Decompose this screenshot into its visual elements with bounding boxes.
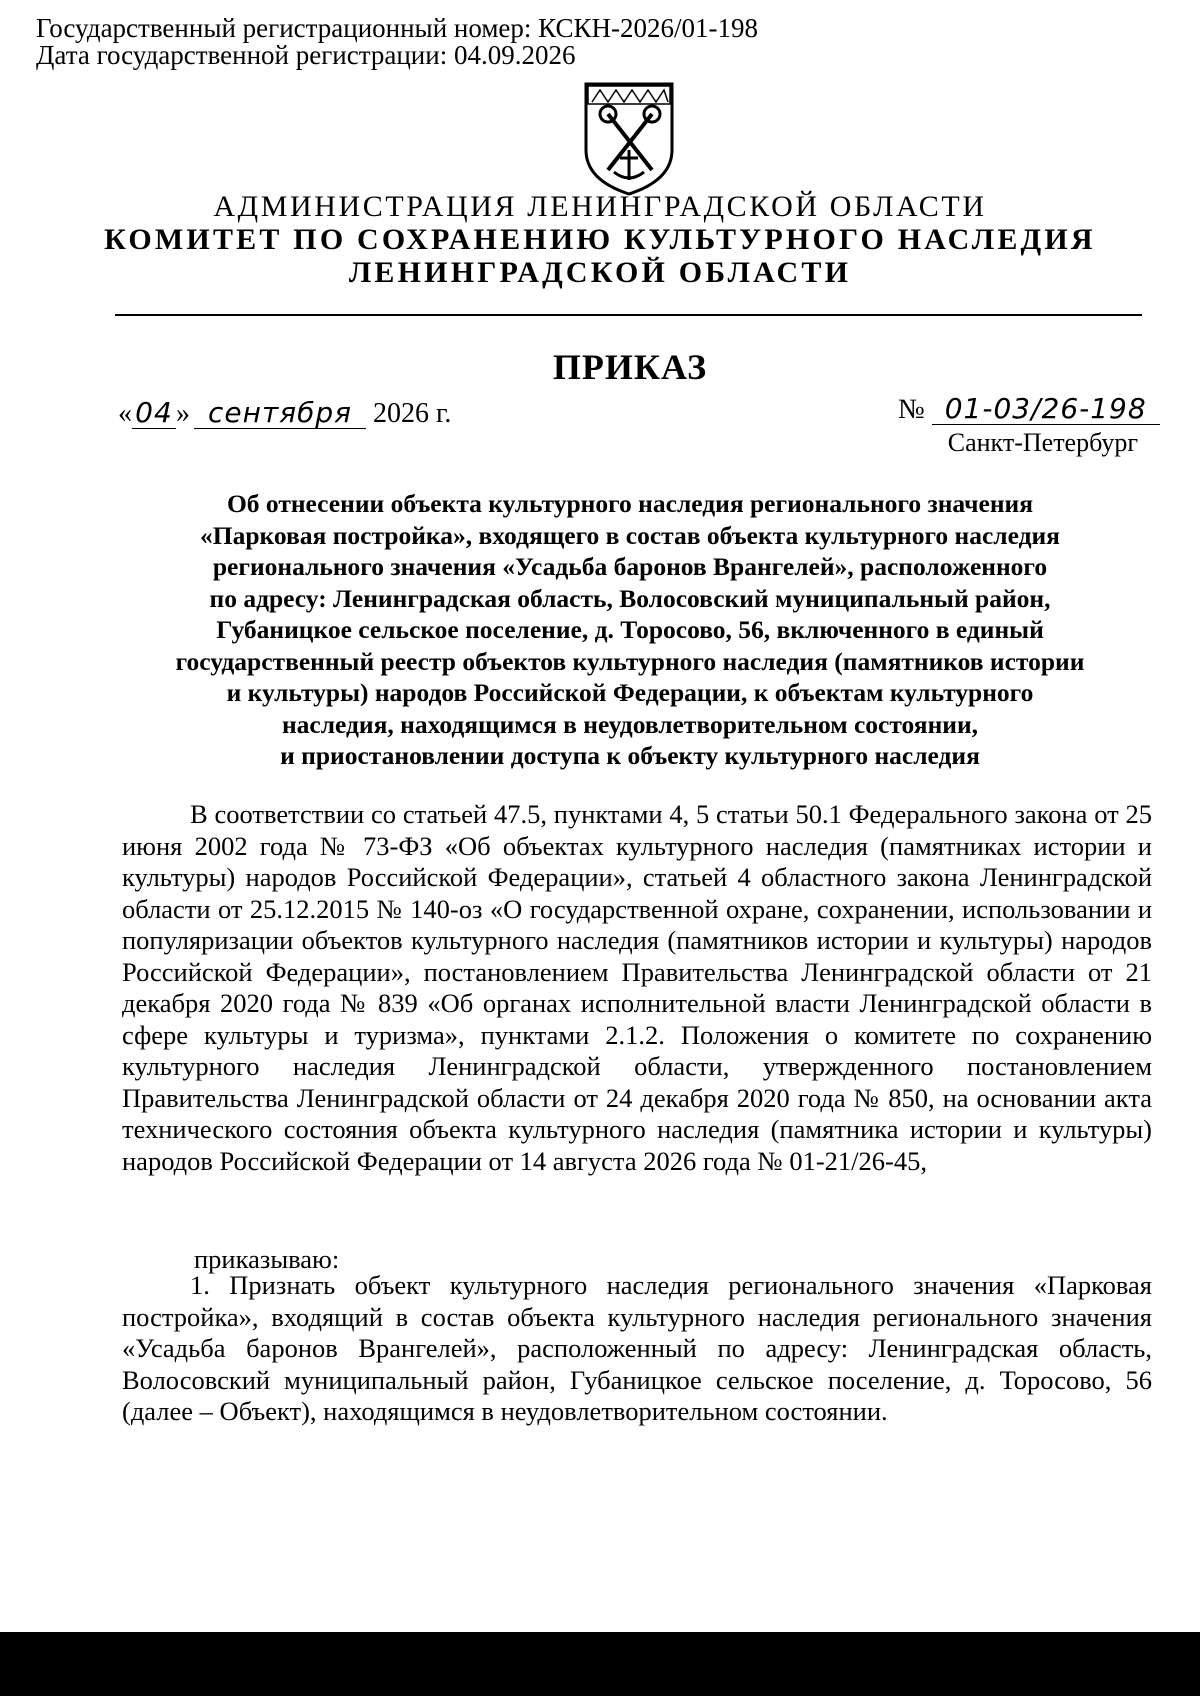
order-city: Санкт-Петербург (947, 428, 1138, 457)
registration-date: Дата государственной регистрации: 04.09.2026 (36, 40, 576, 70)
number-sign: № (898, 394, 925, 425)
subject-line: Губаницкое сельское поселение, д. Торосово, 56, включенного в единый (216, 615, 1044, 644)
committee-name: КОМИТЕТ ПО СОХРАНЕНИЮ КУЛЬТУРНОГО НАСЛЕДИЯ (104, 223, 1096, 256)
administration-name: АДМИНИСТРАЦИЯ ЛЕНИНГРАДСКОЙ ОБЛАСТИ (213, 190, 987, 223)
header-divider (115, 314, 1142, 316)
subject-line: государственный реестр объектов культурного наследия (памятников истории (175, 646, 1085, 676)
order-title: ПРИКАЗ (552, 347, 708, 387)
date-day: 04 (132, 398, 176, 429)
subject-line: наследия, находящимся в неудовлетворительном состоянии, (281, 709, 979, 739)
subject-line: и культуры) народов Российской Федерации, к объектам культурного (226, 678, 1034, 707)
subject-line: «Парковая постройка», входящего в состав объекта культурного наследия (200, 520, 1060, 550)
date-year: 2026 г. (373, 398, 452, 429)
date-month: сентября (194, 398, 366, 429)
subject-line: и приостановлении доступа к объекту культурного наследия (280, 741, 980, 770)
subject-line: Об отнесении объекта культурного наследия регионального значения (226, 489, 1034, 518)
subject-line: регионального значения «Усадьба баронов Врангелей», расположенного (212, 552, 1048, 581)
order-date (118, 398, 451, 430)
order-number (898, 394, 1160, 426)
subject-line: по адресу: Ленинградская область, Волосовский муниципальный район, (209, 583, 1051, 613)
number-value: 01-03/26-198 (932, 394, 1160, 425)
date-close-quote: » (176, 398, 190, 429)
order-item-1: 1. Признать объект культурного наследия регионального значения «Парковая постройка», входящий в состав объекта культурного наследия регионального значения «Усадьба баронов Врангелей», расположенный по адресу: Ленинградская область, Волосовский муниципальный район, Губаницкое сельское поселение, д. Торосово, 56 (далее – Объект), находящимся в неудовлетворительном состоянии. (122, 1270, 1152, 1426)
committee-region: ЛЕНИНГРАДСКОЙ ОБЛАСТИ (348, 256, 852, 289)
order-word: приказываю: (194, 1244, 340, 1274)
coat-of-arms-emblem (580, 80, 678, 198)
order-subject (110, 488, 1150, 772)
preamble-paragraph: В соответствии со статьей 47.5, пунктами 4, 5 статьи 50.1 Федерального закона от 25 июня 2002 года № 73-ФЗ «Об объектах культурного наследия (памятниках истории и культуры) народов Российской Федерации», статьей 4 областного закона Ленинградской области от 25.12.2015 № 140-оз «О государственной охране, сохранении, использовании и популяризации объектов культурного наследия (памятников истории и культуры) народов Российской Федерации», постановлением Правительства Ленинградской области от 21 декабря 2020 года № 839 «Об органах исполнительной власти Ленинградской области в сфере культуры и туризма», пунктами 2.1.2. Положения о комитете по сохранению культурного наследия Ленинградской области, утвержденного постановлением Правительства Ленинградской области от 24 декабря 2020 года № 850, на основании акта технического состояния объекта культурного наследия (памятника истории и культуры) народов Российской Федерации от 14 августа 2026 года № 01-21/26-45, (122, 799, 1152, 1176)
registration-number: Государственный регистрационный номер: КСКН-2026/01-198 (36, 13, 758, 43)
scan-bottom-edge (0, 1632, 1200, 1696)
date-open-quote: « (118, 398, 132, 429)
